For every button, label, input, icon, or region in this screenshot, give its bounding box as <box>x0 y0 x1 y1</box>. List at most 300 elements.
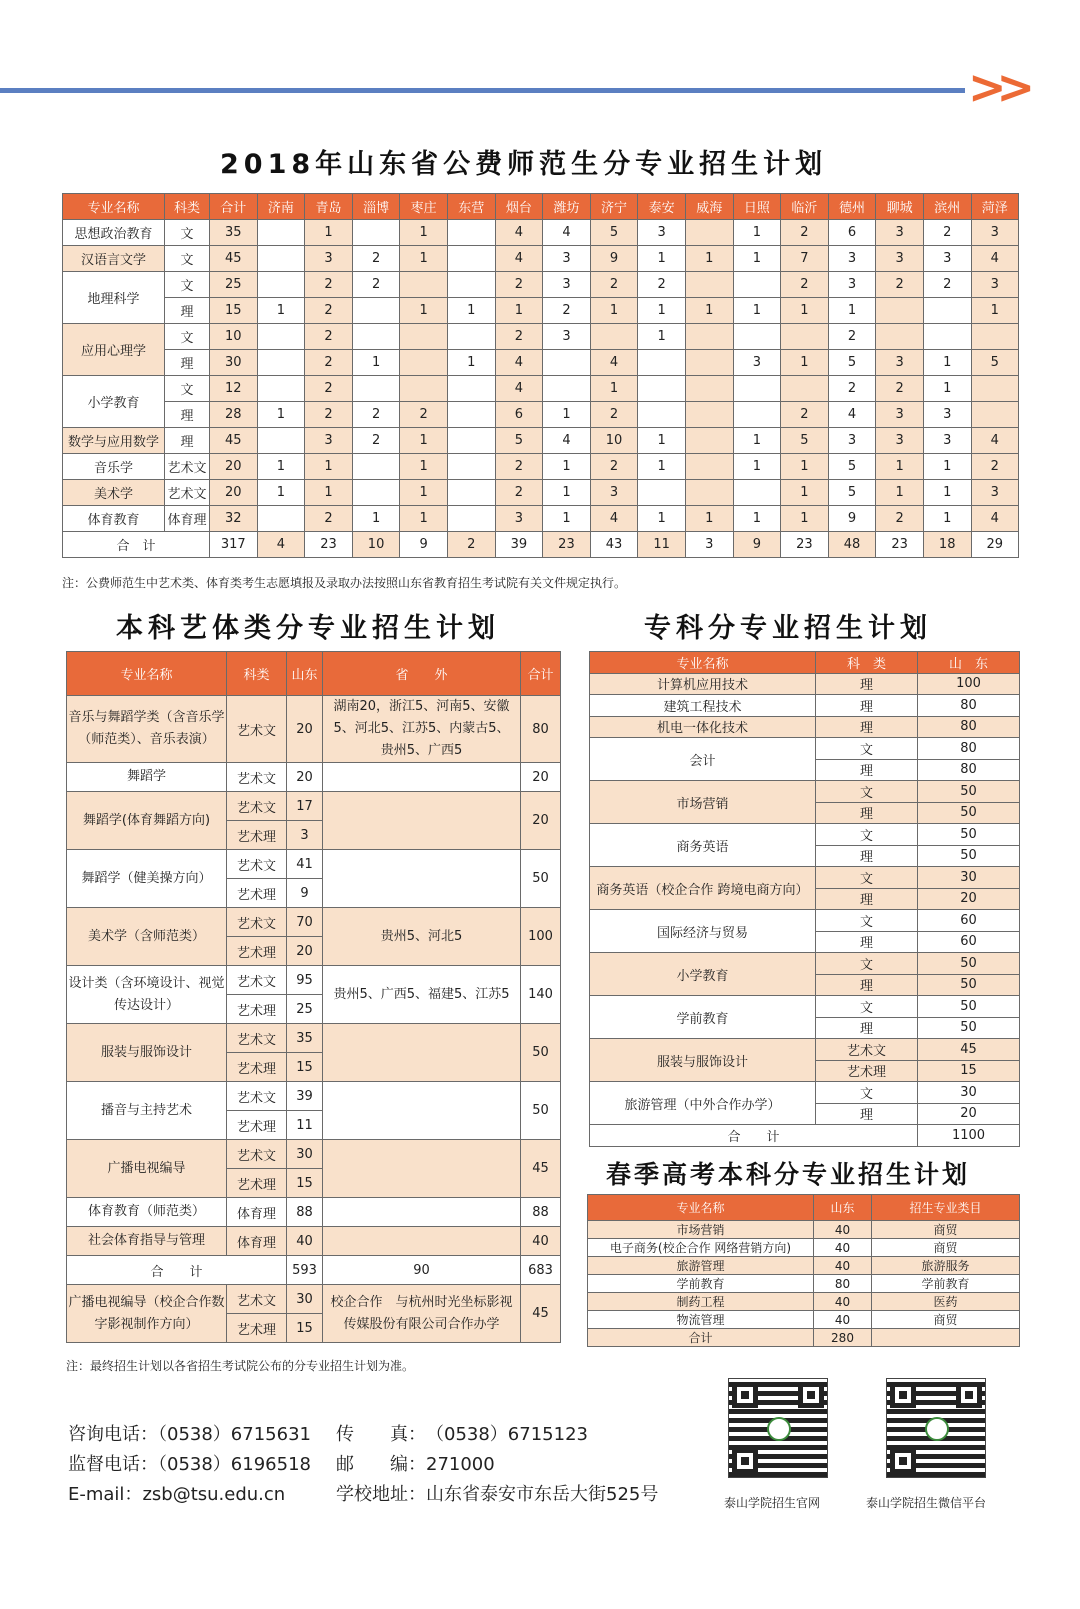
category-cell: 艺术文 <box>227 792 287 821</box>
table-cell: 2 <box>400 402 448 428</box>
major-name: 商务英语 <box>590 824 816 867</box>
table-cell <box>590 324 638 350</box>
major-name: 音乐学 <box>63 454 165 480</box>
table-row <box>590 673 1020 695</box>
major-name: 机电一体化技术 <box>590 716 816 738</box>
table-cell: 1 <box>305 480 353 506</box>
shandong-cell: 50 <box>918 974 1020 996</box>
table-cell: 1 <box>447 298 495 324</box>
shandong-cell: 20 <box>918 1103 1020 1125</box>
total-cell: 20 <box>521 763 561 792</box>
table-cell: 学前教育 <box>588 1275 814 1293</box>
table-cell <box>685 376 733 402</box>
total-cell: 45 <box>521 1140 561 1198</box>
table-cell: 2 <box>828 324 876 350</box>
table-cell: 5 <box>828 454 876 480</box>
table-cell: 1 <box>638 246 686 272</box>
table-cell <box>781 324 829 350</box>
table-cell: 1 <box>733 220 781 246</box>
column-header: 专业名称 <box>63 194 165 220</box>
table-cell: 45 <box>210 246 258 272</box>
table-cell: 1 <box>638 324 686 350</box>
total-cell: 23 <box>305 532 353 558</box>
table-cell <box>447 480 495 506</box>
supervision-label: 监督电话： <box>68 1454 158 1475</box>
table-cell: 9 <box>828 506 876 532</box>
total-cell: 23 <box>781 532 829 558</box>
outside-cell <box>323 1082 521 1140</box>
table-header-row <box>590 652 1020 674</box>
table-cell <box>400 324 448 350</box>
table-row <box>67 1082 561 1111</box>
table-cell: 1 <box>257 454 305 480</box>
table-cell <box>447 506 495 532</box>
table-cell: 1 <box>781 506 829 532</box>
shandong-cell: 50 <box>918 1017 1020 1039</box>
table-cell: 1 <box>733 246 781 272</box>
sum-value: 1100 <box>918 1125 1020 1147</box>
column-header: 济宁 <box>590 194 638 220</box>
contact-block <box>68 1420 658 1510</box>
table-cell: 2 <box>305 272 353 298</box>
table-cell: 2 <box>923 220 971 246</box>
table-cell <box>257 376 305 402</box>
shandong-cell: 15 <box>287 1053 323 1082</box>
table-cell <box>733 324 781 350</box>
category-cell: 文 <box>816 953 918 975</box>
table-cell: 2 <box>305 506 353 532</box>
table-cell: 3 <box>923 246 971 272</box>
table-cell: 4 <box>590 506 638 532</box>
table-cell: 文 <box>165 376 210 402</box>
table-cell: 市场营销 <box>588 1221 814 1239</box>
category-cell: 艺术理 <box>227 995 287 1024</box>
major-name: 小学教育 <box>63 376 165 428</box>
category-cell: 艺术理 <box>227 1111 287 1140</box>
shandong-cell: 100 <box>918 673 1020 695</box>
table-cell: 艺术文 <box>165 480 210 506</box>
table-header-row <box>588 1195 1020 1221</box>
total-cell: 50 <box>521 850 561 908</box>
shandong-cell: 50 <box>918 781 1020 803</box>
table-cell: 2 <box>305 350 353 376</box>
table-cell: 2 <box>971 454 1019 480</box>
table-cell: 3 <box>543 272 591 298</box>
table-cell: 3 <box>305 246 353 272</box>
table-cell: 1 <box>543 454 591 480</box>
table-cell: 4 <box>495 350 543 376</box>
phone-label: 咨询电话： <box>68 1424 158 1445</box>
table-cell: 2 <box>352 428 400 454</box>
table-cell: 1 <box>638 298 686 324</box>
major-name: 设计类（含环境设计、视觉传达设计） <box>67 966 227 1024</box>
table-row <box>590 867 1020 889</box>
category-cell: 艺术文 <box>227 763 287 792</box>
table-cell <box>638 376 686 402</box>
shandong-cell: 20 <box>918 888 1020 910</box>
shandong-cell: 30 <box>287 1140 323 1169</box>
table-cell: 1 <box>543 480 591 506</box>
table-cell <box>352 324 400 350</box>
supervision-number: （0538）6196518 <box>158 1454 311 1475</box>
table-cell <box>400 272 448 298</box>
table-row <box>63 428 1019 454</box>
table-row <box>67 966 561 995</box>
table-cell: 2 <box>352 246 400 272</box>
category-cell: 体育理 <box>227 1227 287 1256</box>
art-sports-plan-title: 本科艺体类分专业招生计划 <box>116 613 500 644</box>
table-cell <box>685 480 733 506</box>
category-cell: 艺术文 <box>227 966 287 995</box>
table-row <box>588 1293 1020 1311</box>
junior-college-plan-title: 专科分专业招生计划 <box>644 613 932 644</box>
table-cell: 3 <box>828 272 876 298</box>
table-cell: 1 <box>638 506 686 532</box>
table-cell <box>447 220 495 246</box>
table-cell: 1 <box>733 506 781 532</box>
category-cell: 理 <box>816 974 918 996</box>
table-cell: 1 <box>733 298 781 324</box>
table-cell: 2 <box>495 480 543 506</box>
table-row <box>67 1285 561 1314</box>
major-name: 学前教育 <box>590 996 816 1039</box>
table-cell: 商贸 <box>872 1239 1020 1257</box>
table-cell: 1 <box>400 298 448 324</box>
outside-cell <box>323 850 521 908</box>
table-header-row <box>63 194 1019 220</box>
table-cell: 1 <box>257 298 305 324</box>
outside-cell: 校企合作 与杭州时光坐标影视传媒股份有限公司合作办学 <box>323 1285 521 1343</box>
column-header: 东营 <box>447 194 495 220</box>
table-cell: 1 <box>543 506 591 532</box>
table-cell: 9 <box>590 246 638 272</box>
table-row <box>590 781 1020 803</box>
table-cell: 1 <box>923 480 971 506</box>
note-2: 注：最终招生计划以各省招生考试院公布的分专业招生计划为准。 <box>66 1359 415 1373</box>
normal-student-plan-table <box>62 193 1019 558</box>
table-cell: 旅游管理 <box>588 1257 814 1275</box>
table-cell <box>876 324 924 350</box>
table-cell: 1 <box>495 298 543 324</box>
major-name: 体育教育 <box>63 506 165 532</box>
table-cell: 物流管理 <box>588 1311 814 1329</box>
category-cell: 艺术文 <box>227 1140 287 1169</box>
table-row <box>588 1257 1020 1275</box>
table-cell: 2 <box>305 324 353 350</box>
total-cell: 23 <box>543 532 591 558</box>
table-cell: 2 <box>305 376 353 402</box>
table-cell <box>447 324 495 350</box>
table-cell: 1 <box>781 454 829 480</box>
column-header: 泰安 <box>638 194 686 220</box>
column-header: 专业名称 <box>67 652 227 696</box>
column-header: 滨州 <box>923 194 971 220</box>
table-cell: 旅游服务 <box>872 1257 1020 1275</box>
category-cell: 艺术文 <box>227 850 287 879</box>
qr-caption-wechat: 泰山学院招生微信平台 <box>866 1496 987 1510</box>
category-cell: 艺术文 <box>227 1285 287 1314</box>
column-header: 德州 <box>828 194 876 220</box>
table-cell: 3 <box>495 506 543 532</box>
table-row <box>590 1039 1020 1061</box>
shandong-cell: 15 <box>918 1060 1020 1082</box>
category-cell: 艺术理 <box>227 821 287 850</box>
table-cell: 3 <box>876 220 924 246</box>
table-cell <box>733 272 781 298</box>
column-header: 聊城 <box>876 194 924 220</box>
table-cell: 2 <box>828 376 876 402</box>
category-cell: 文 <box>816 781 918 803</box>
total-cell: 48 <box>828 532 876 558</box>
table-cell: 3 <box>923 428 971 454</box>
table-cell <box>447 246 495 272</box>
table-cell: 10 <box>590 428 638 454</box>
table-row <box>590 824 1020 846</box>
table-cell <box>685 454 733 480</box>
table-cell <box>543 376 591 402</box>
major-name: 美术学 <box>63 480 165 506</box>
table-cell: 1 <box>923 350 971 376</box>
table-cell: 1 <box>400 506 448 532</box>
shandong-cell: 80 <box>918 759 1020 781</box>
shandong-cell: 30 <box>918 1082 1020 1104</box>
qr-caption-website: 泰山学院招生官网 <box>724 1496 821 1510</box>
table-cell: 20 <box>210 480 258 506</box>
table-row <box>590 953 1020 975</box>
total-cell: 9 <box>733 532 781 558</box>
table-cell <box>257 428 305 454</box>
shandong-cell: 17 <box>287 792 323 821</box>
table-cell: 2 <box>590 402 638 428</box>
table-cell: 2 <box>590 454 638 480</box>
table-cell: 40 <box>814 1257 872 1275</box>
table-cell: 1 <box>733 428 781 454</box>
table-cell: 1 <box>352 350 400 376</box>
shandong-cell: 11 <box>287 1111 323 1140</box>
table-cell <box>638 350 686 376</box>
column-header: 济南 <box>257 194 305 220</box>
major-name: 计算机应用技术 <box>590 673 816 695</box>
table-row <box>590 1082 1020 1104</box>
column-header: 威海 <box>685 194 733 220</box>
category-cell: 文 <box>816 996 918 1018</box>
total-cell: 23 <box>876 532 924 558</box>
table-cell: 3 <box>828 246 876 272</box>
major-name: 地理科学 <box>63 272 165 324</box>
shandong-cell: 50 <box>918 802 1020 824</box>
table-row <box>63 506 1019 532</box>
table-cell: 2 <box>781 220 829 246</box>
table-cell: 商贸 <box>872 1221 1020 1239</box>
major-name: 社会体育指导与管理 <box>67 1227 227 1256</box>
shandong-cell: 25 <box>287 995 323 1024</box>
shandong-cell: 50 <box>918 824 1020 846</box>
table-row <box>67 1227 561 1256</box>
table-cell: 4 <box>590 350 638 376</box>
table-cell: 1 <box>543 402 591 428</box>
table-cell: 40 <box>814 1293 872 1311</box>
table-cell: 40 <box>814 1239 872 1257</box>
table-cell: 制药工程 <box>588 1293 814 1311</box>
email-label: E-mail： <box>68 1484 143 1505</box>
shandong-cell: 30 <box>918 867 1020 889</box>
table-cell: 3 <box>923 402 971 428</box>
shandong-cell: 80 <box>918 695 1020 717</box>
total-cell: 20 <box>521 792 561 850</box>
junior-college-plan-table <box>589 651 1020 1147</box>
column-header: 合计 <box>521 652 561 696</box>
shandong-cell: 60 <box>918 910 1020 932</box>
table-row <box>67 792 561 821</box>
top-rule <box>0 88 965 93</box>
table-cell: 1 <box>685 246 733 272</box>
sum-total: 683 <box>521 1256 561 1285</box>
table-cell: 3 <box>876 402 924 428</box>
shandong-cell: 41 <box>287 850 323 879</box>
table-cell: 2 <box>495 272 543 298</box>
table-cell: 1 <box>923 376 971 402</box>
table-cell: 1 <box>733 454 781 480</box>
major-name: 舞蹈学 <box>67 763 227 792</box>
table-cell: 1 <box>400 246 448 272</box>
table-cell <box>971 324 1019 350</box>
table-cell: 3 <box>543 324 591 350</box>
total-cell: 45 <box>521 1285 561 1343</box>
table-header-row <box>67 652 561 696</box>
table-cell <box>971 402 1019 428</box>
major-name: 舞蹈学（健美操方向） <box>67 850 227 908</box>
shandong-cell: 20 <box>287 937 323 966</box>
table-cell: 3 <box>638 220 686 246</box>
table-cell: 4 <box>543 428 591 454</box>
table-cell <box>257 272 305 298</box>
sum-outside: 90 <box>323 1256 521 1285</box>
table-cell <box>733 480 781 506</box>
table-cell: 1 <box>400 454 448 480</box>
table-cell <box>352 480 400 506</box>
table-cell <box>400 350 448 376</box>
page-title: 2018年山东省公费师范生分专业招生计划 <box>220 149 828 180</box>
category-cell: 艺术理 <box>227 1314 287 1343</box>
table-cell <box>447 454 495 480</box>
table-row <box>63 350 1019 376</box>
table-cell <box>400 376 448 402</box>
table-row <box>67 696 561 763</box>
spring-exam-plan-table <box>587 1194 1020 1347</box>
table-cell <box>352 220 400 246</box>
table-row <box>590 738 1020 760</box>
category-cell: 理 <box>816 759 918 781</box>
total-cell: 88 <box>521 1198 561 1227</box>
table-cell <box>685 350 733 376</box>
category-cell: 艺术理 <box>227 879 287 908</box>
table-cell: 3 <box>971 220 1019 246</box>
address-label: 学校地址： <box>336 1484 426 1505</box>
shandong-cell: 50 <box>918 953 1020 975</box>
table-cell <box>923 298 971 324</box>
table-cell <box>733 402 781 428</box>
table-cell: 1 <box>352 506 400 532</box>
fax-number: （0538）6715123 <box>426 1424 588 1445</box>
table-cell <box>638 402 686 428</box>
shandong-cell: 95 <box>287 966 323 995</box>
table-cell: 2 <box>495 324 543 350</box>
table-cell: 医药 <box>872 1293 1020 1311</box>
table-cell: 1 <box>305 220 353 246</box>
table-cell: 3 <box>971 480 1019 506</box>
category-cell: 艺术理 <box>227 937 287 966</box>
table-row <box>63 454 1019 480</box>
category-cell: 理 <box>816 931 918 953</box>
table-cell: 5 <box>828 480 876 506</box>
table-row <box>590 910 1020 932</box>
table-cell: 2 <box>590 272 638 298</box>
major-name: 小学教育 <box>590 953 816 996</box>
total-cell: 18 <box>923 532 971 558</box>
school-address: 山东省泰安市东岳大街525号 <box>426 1484 659 1505</box>
outside-cell <box>323 1198 521 1227</box>
table-cell: 1 <box>447 350 495 376</box>
table-cell: 4 <box>495 376 543 402</box>
table-cell: 5 <box>590 220 638 246</box>
shandong-cell: 20 <box>287 696 323 763</box>
table-cell: 理 <box>165 428 210 454</box>
category-cell: 艺术文 <box>227 1082 287 1111</box>
major-name: 数学与应用数学 <box>63 428 165 454</box>
table-cell <box>352 454 400 480</box>
shandong-cell: 40 <box>287 1227 323 1256</box>
fax-label: 传 真： <box>336 1424 426 1445</box>
category-cell: 体育理 <box>227 1198 287 1227</box>
table-cell: 1 <box>685 298 733 324</box>
table-row <box>63 402 1019 428</box>
total-cell: 39 <box>495 532 543 558</box>
table-cell: 35 <box>210 220 258 246</box>
table-row <box>67 850 561 879</box>
table-cell: 1 <box>828 298 876 324</box>
table-cell: 3 <box>971 272 1019 298</box>
outside-cell <box>323 1227 521 1256</box>
table-cell: 4 <box>543 220 591 246</box>
table-cell: 文 <box>165 324 210 350</box>
table-cell: 2 <box>876 272 924 298</box>
table-cell: 电子商务(校企合作 网络营销方向) <box>588 1239 814 1257</box>
column-header: 菏泽 <box>971 194 1019 220</box>
table-cell: 1 <box>781 350 829 376</box>
table-cell: 理 <box>165 298 210 324</box>
table-cell <box>781 376 829 402</box>
total-cell: 11 <box>638 532 686 558</box>
total-cell: 50 <box>521 1024 561 1082</box>
major-name: 商务英语（校企合作 跨境电商方向） <box>590 867 816 910</box>
category-cell: 艺术文 <box>816 1039 918 1061</box>
total-cell: 2 <box>447 532 495 558</box>
column-header: 枣庄 <box>400 194 448 220</box>
table-row <box>590 716 1020 738</box>
major-name: 音乐与舞蹈学类（含音乐学（师范类）、音乐表演） <box>67 696 227 763</box>
table-cell: 2 <box>781 402 829 428</box>
table-cell: 40 <box>814 1311 872 1329</box>
total-cell: 50 <box>521 1082 561 1140</box>
shandong-cell: 50 <box>918 996 1020 1018</box>
table-cell: 1 <box>923 454 971 480</box>
category-cell: 理 <box>816 845 918 867</box>
total-cell: 317 <box>210 532 258 558</box>
category-cell: 文 <box>816 910 918 932</box>
table-row <box>67 1198 561 1227</box>
table-row <box>67 1024 561 1053</box>
double-chevron-right-icon: >> <box>968 60 1026 114</box>
